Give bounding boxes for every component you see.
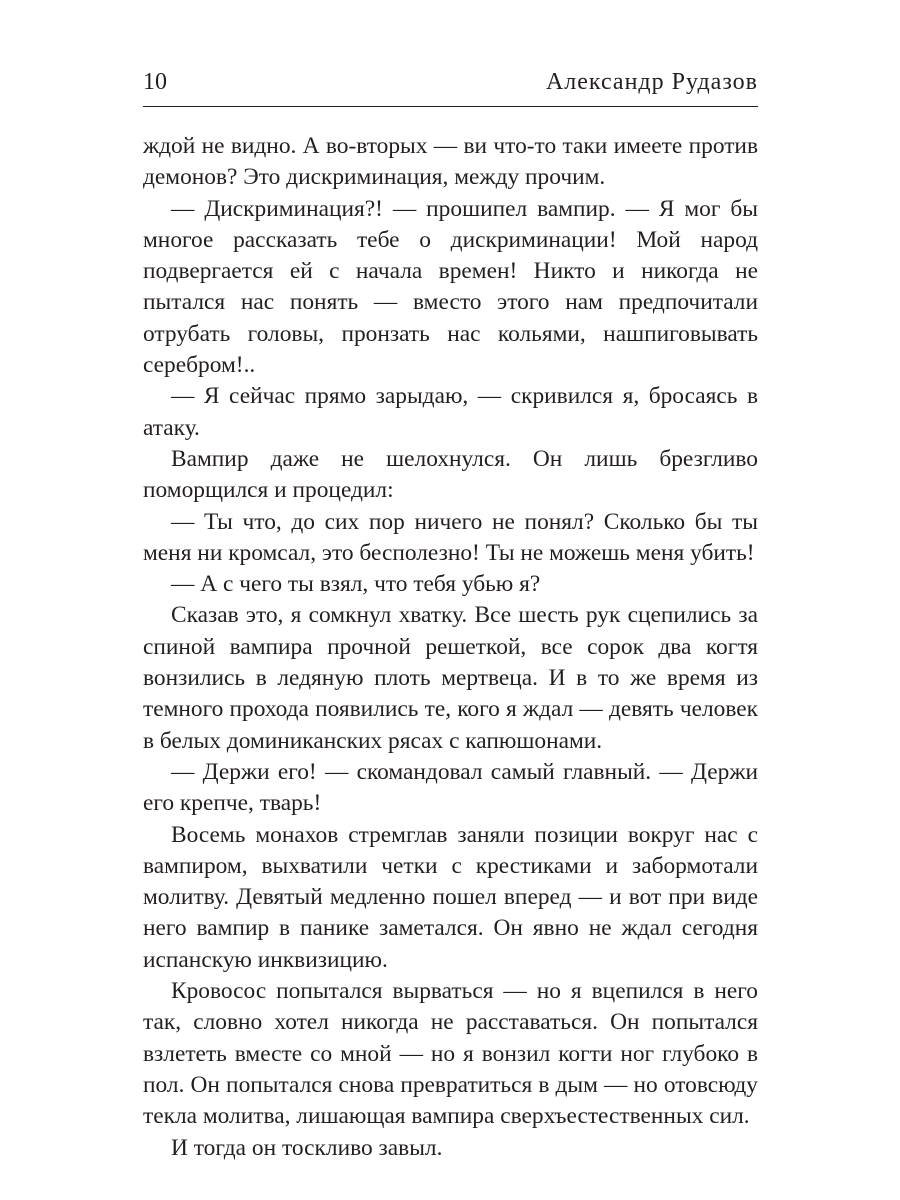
book-author: Александр Рудазов [545,69,758,95]
paragraph: — Я сейчас прямо зарыдаю, — скривился я, бросаясь в атаку. [143,383,758,441]
page-number: 10 [143,69,167,95]
paragraph: Вампир даже не шелохнулся. Он лишь брезгливо поморщился и процедил: [143,445,758,504]
paragraph: — Держи его! — скомандовал самый главный. — Держи его крепче, тварь! [143,758,758,817]
header-rule [143,106,758,107]
paragraph: И тогда он тоскливо завыл. [171,1134,443,1161]
paragraph: Кровосос попытался вырваться — но я вцепился в него так, словно хотел никогда не расставаться. Он попытался взлететь вместе со мной — но я вонзил когти ног глубоко в пол. Он попытался снова превратиться в дым — но отовсюду текла молитва, лишающая вампира сверхъестественных сил. [143,978,758,1130]
running-header [143,62,758,106]
paragraph: Восемь монахов стремглав заняли позиции вокруг нас с вампиром, выхватили четки с крестиками и забормотали молитву. Девятый медленно пошел вперед — и вот при виде него вампир в панике заметался. Он явно не ждал сегодня испанскую инквизицию. [143,821,758,973]
paragraph: Сказав это, я сомкнул хватку. Все шесть рук сцепились за спиной вампира прочной решеткой, все сорок два когтя вонзились в ледяную плоть мертвеца. И в то же время из темного прохода появились те, кого я ждал — девять человек в белых доминиканских рясах с капюшонами. [143,602,758,754]
body-text [143,131,758,1164]
paragraph: ждой не видно. А во-вторых — ви что-то таки имеете против демонов? Это дискриминация, между прочим. [143,133,758,191]
paragraph: — А с чего ты взял, что тебя убью я? [171,571,541,598]
paragraph: — Ты что, до сих пор ничего не понял? Сколько бы ты меня ни кромсал, это бесполезно! Ты не можешь меня убить! [143,508,758,566]
paragraph: — Дискриминация?! — прошипел вампир. — Я мог бы многое рассказать тебе о дискриминации! Мой народ подвергается ей с начала времен! Никто и никогда не пытался нас понять — вместо этого нам предпочитали отрубать головы, пронзать нас кольями, нашпиговывать серебром!.. [143,195,758,379]
